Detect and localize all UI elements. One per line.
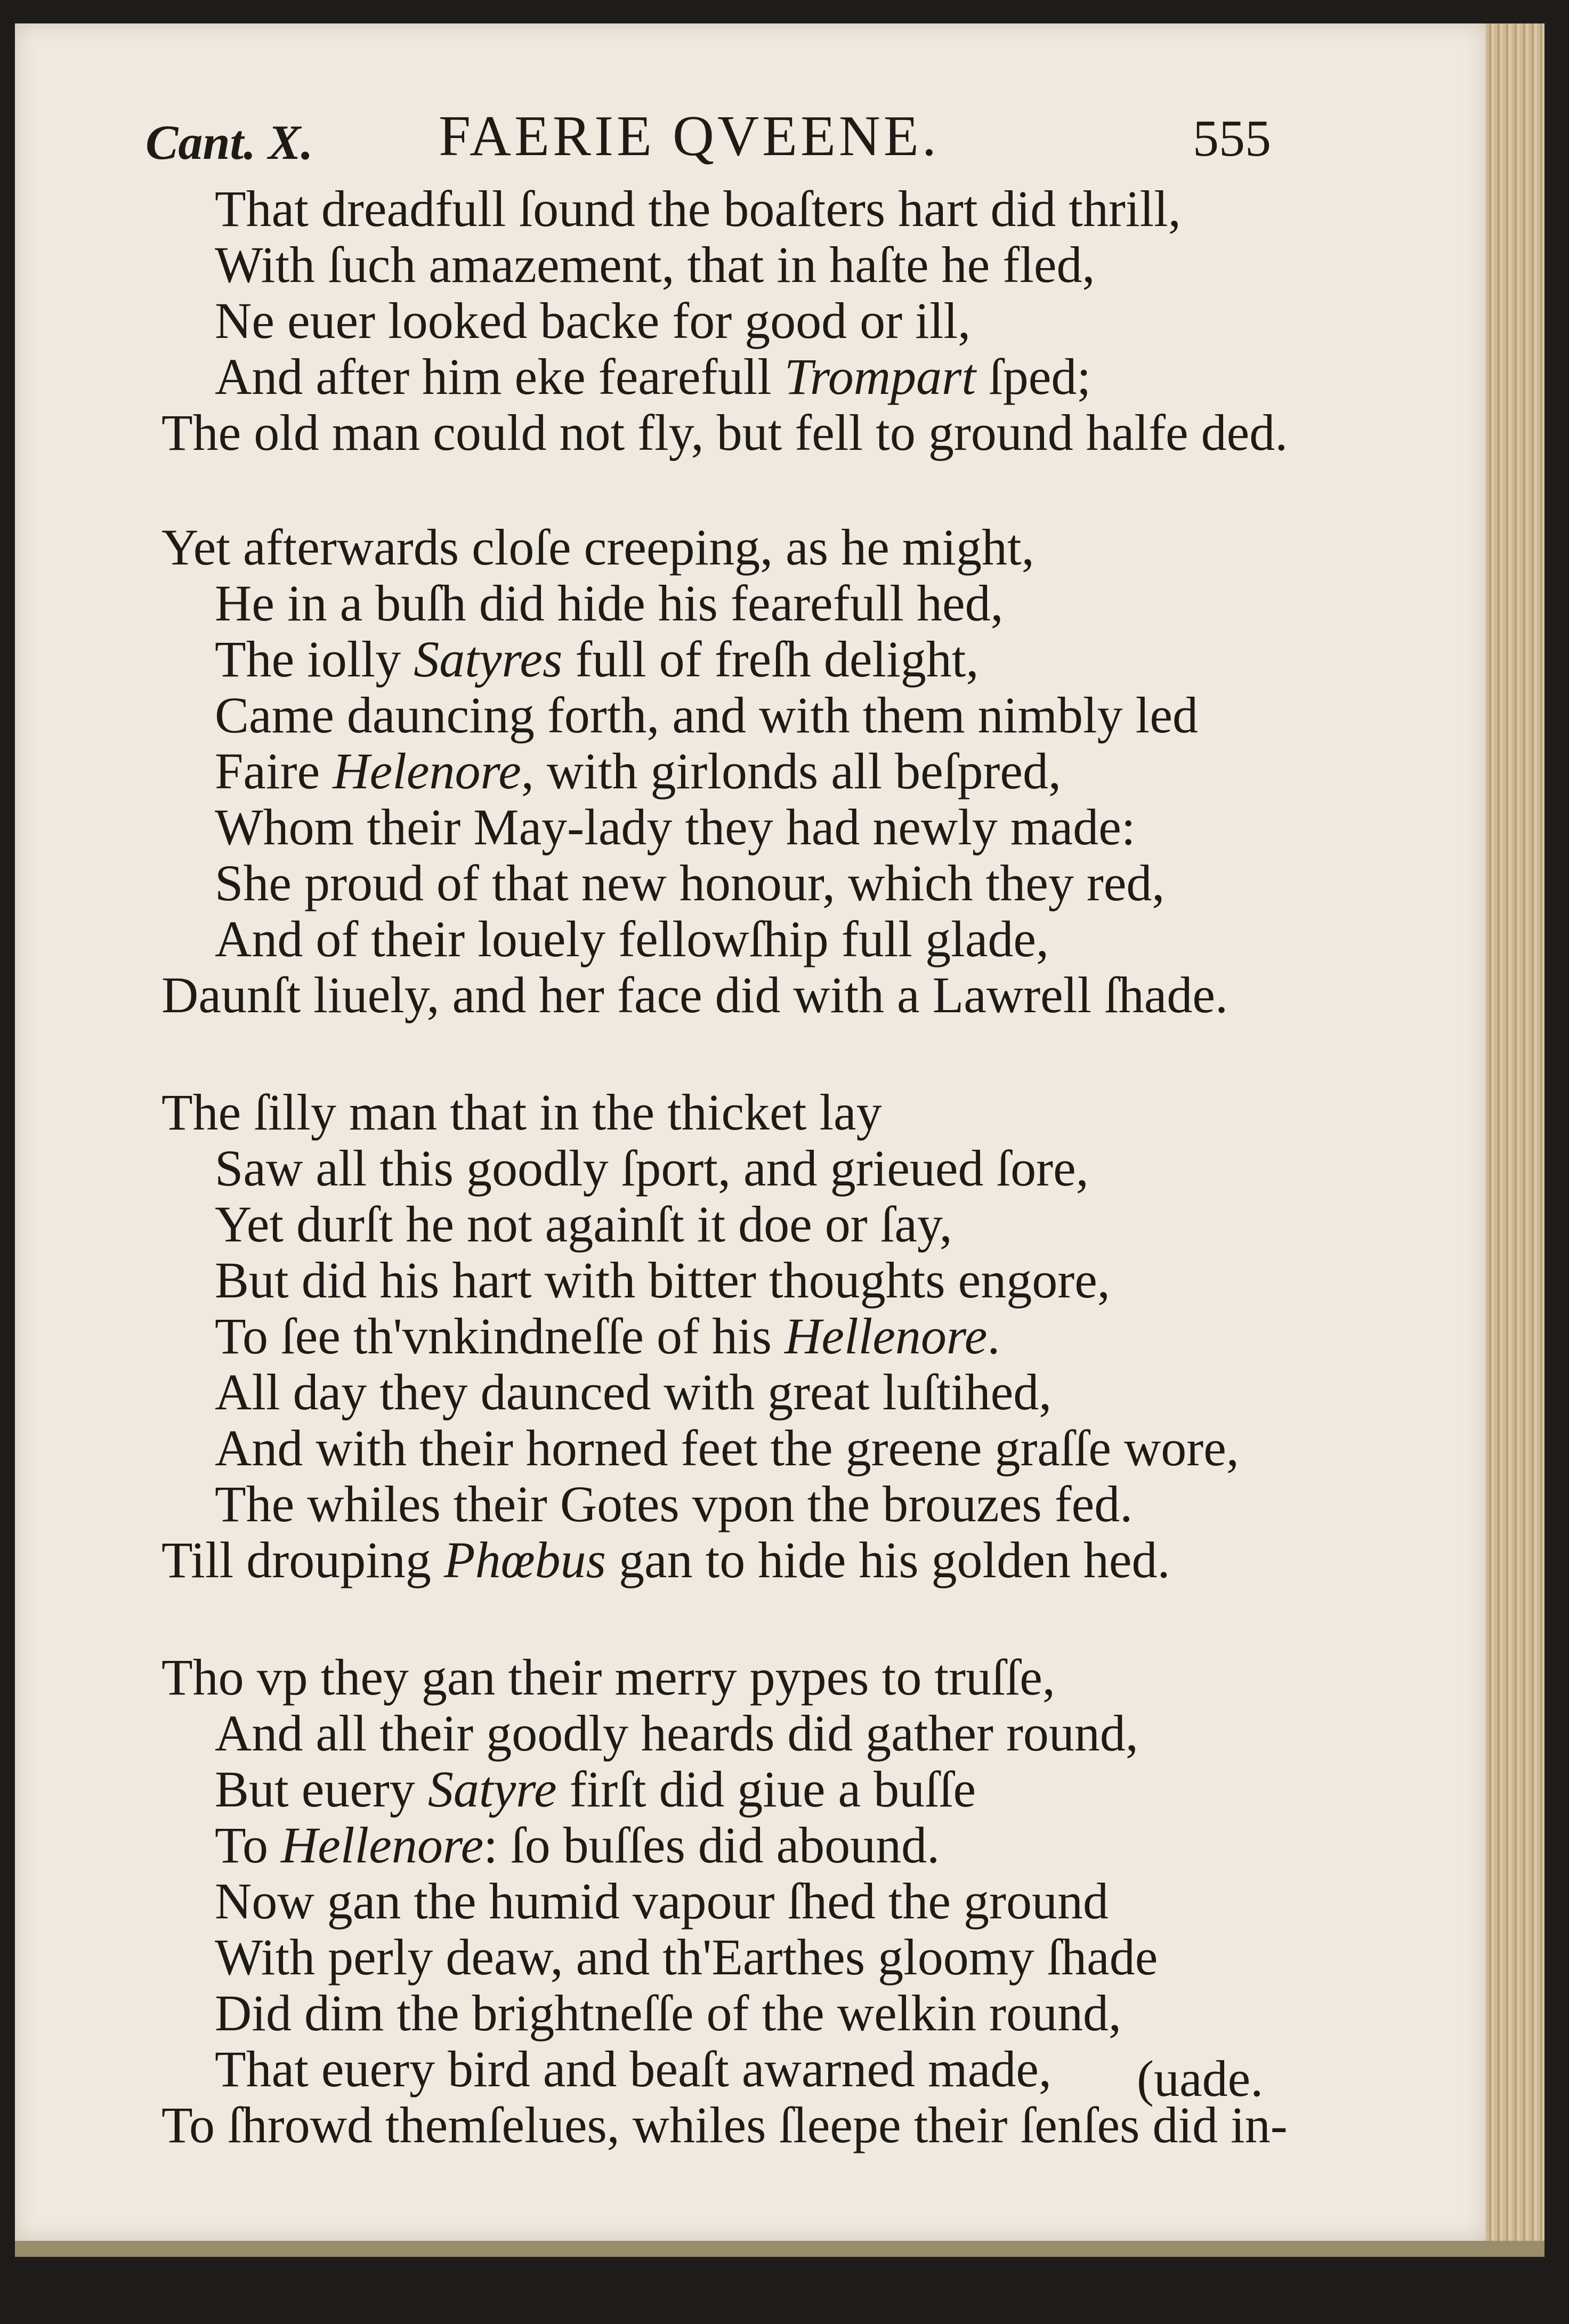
verse-line: Tho vp they gan their merry pypes to truſſe, (161, 1649, 1055, 1706)
verse-line: Now gan the humid vapour ſhed the ground (215, 1873, 1109, 1930)
verse-line: Yet durſt he not againſt it doe or ſay, (215, 1196, 952, 1253)
canto-label: Cant. X. (145, 115, 313, 170)
verse-line: And with their horned feet the greene graſſe wore, (215, 1419, 1239, 1476)
running-title: FAERIE QVEENE. (439, 104, 940, 168)
verse-line: The whiles their Gotes vpon the brouzes fed. (215, 1475, 1133, 1532)
verse-line: That euery bird and beaſt awarned made, (215, 2040, 1052, 2097)
verse-line: Did dim the brightneſſe of the welkin round, (215, 1984, 1121, 2041)
verse-line: But did his hart with bitter thoughts engore, (215, 1252, 1110, 1309)
verse-line: She proud of that new honour, which they red, (215, 854, 1165, 911)
verse-line: With perly deaw, and th'Earthes gloomy ſhade (215, 1928, 1158, 1986)
verse-line: That dreadfull ſound the boaſters hart did thrill, (215, 180, 1181, 237)
verse-line: But euery Satyre firſt did giue a buſſe (215, 1761, 976, 1818)
verse-line: And of their louely fellowſhip full glade, (215, 910, 1049, 967)
verse-line: He in a buſh did hide his fearefull hed, (215, 575, 1004, 632)
turnover-text: (uade. (1137, 2050, 1264, 2107)
verse-line: The iolly Satyres full of freſh delight, (215, 631, 979, 688)
verse-line: Came dauncing forth, and with them nimbly led (215, 687, 1198, 744)
verse-line: Whom their May-lady they had newly made: (215, 798, 1136, 856)
book-page (15, 23, 1486, 2241)
verse-line: The old man could not fly, but fell to ground halfe ded. (161, 404, 1288, 461)
poem-text (15, 23, 1486, 2241)
verse-line: All day they daunced with great luſtihed, (215, 1363, 1052, 1421)
verse-line: The ſilly man that in the thicket lay (161, 1084, 882, 1141)
page-number: 555 (1193, 110, 1271, 167)
page-edge (1486, 23, 1544, 2241)
verse-line: Till drouping Phœbus gan to hide his golden hed. (161, 1531, 1170, 1588)
verse-line: With ſuch amazement, that in haſte he fled, (215, 236, 1095, 293)
verse-line: And all their goodly heards did gather round, (215, 1705, 1138, 1762)
verse-line: Ne euer looked backe for good or ill, (215, 292, 971, 349)
book-bottom-edge (15, 2241, 1544, 2257)
verse-line: Saw all this goodly ſport, and grieued ſore, (215, 1140, 1089, 1197)
verse-line: And after him eke fearefull Trompart ſped; (215, 348, 1091, 405)
verse-line: Faire Helenore, with girlonds all beſpred, (215, 743, 1062, 800)
verse-line: Yet afterwards cloſe creeping, as he might, (161, 519, 1034, 576)
verse-line: Daunſt liuely, and her face did with a Lawrell ſhade. (161, 966, 1228, 1023)
verse-line: To ſee th'vnkindneſſe of his Hellenore. (215, 1308, 1000, 1365)
verse-line: To ſhrowd themſelues, whiles ſleepe their ſenſes did in- (161, 2096, 1288, 2153)
verse-line: To Hellenore: ſo buſſes did abound. (215, 1817, 940, 1874)
